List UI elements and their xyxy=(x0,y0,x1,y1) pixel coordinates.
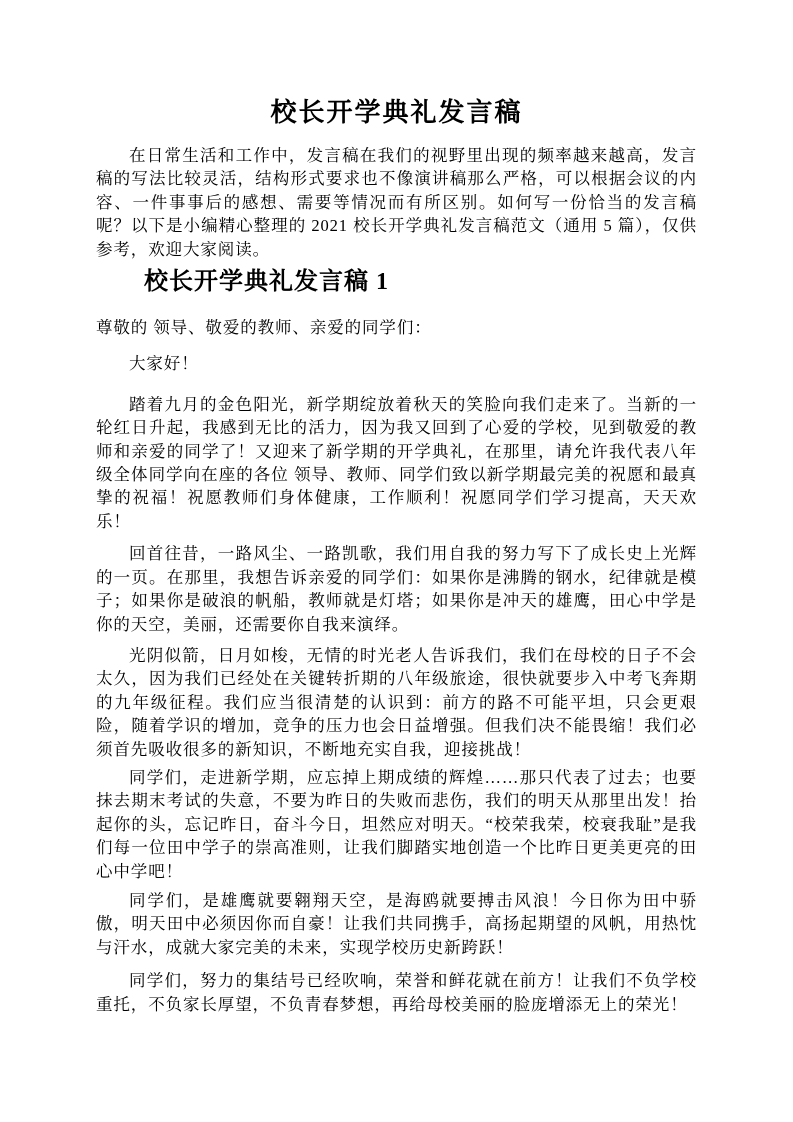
body-paragraph: 同学们，走进新学期，应忘掉上期成绩的辉煌……那只代表了过去；也要抹去期末考试的失意，不要为昨日的失败而悲伤，我们的明天从那里出发！抬起你的头，忘记昨日，奋斗今日，坦然应对明天。“校荣我荣，校衰我耻”是我们每一位田中学子的崇高准则，让我们脚踏实地创造一个比昨日更美更亮的田心中学吧！ xyxy=(96,767,697,881)
body-paragraph: 回首往昔，一路风尘、一路凯歌，我们用自我的努力写下了成长史上光辉的一页。在那里，我想告诉亲爱的同学们：如果你是沸腾的钢水，纪律就是模子；如果你是破浪的帆船，教师就是灯塔；如果你是冲天的雄鹰，田心中学是你的天空，美丽，还需要你自我来演绎。 xyxy=(96,544,697,634)
intro-paragraph: 在日常生活和工作中，发言稿在我们的视野里出现的频率越来越高，发言稿的写法比较灵活，结构形式要求也不像演讲稿那么严格，可以根据会议的内容、一件事事后的感想、需要等情况而有所区别。如何写一份恰当的发言稿呢？以下是小编精心整理的 2021 校长开学典礼发言稿范文（通用 5 篇），仅供参考，欢迎大家阅读。 xyxy=(96,146,697,259)
greeting-line: 大家好！ xyxy=(129,354,199,374)
section-heading: 校长开学典礼发言稿 1 xyxy=(144,269,389,296)
body-paragraph: 同学们，是雄鹰就要翱翔天空，是海鸥就要搏击风浪！今日你为田中骄傲，明天田中必须因你而自豪！让我们共同携手，高扬起期望的风帆，用热忱与汗水，成就大家完美的未来，实现学校历史新跨跃！ xyxy=(96,890,697,957)
body-paragraph: 同学们，努力的集结号已经吹响，荣誉和鲜花就在前方！让我们不负学校重托，不负家长厚望，不负青春梦想，再给母校美丽的脸庞增添无上的荣光！ xyxy=(96,971,697,1014)
body-paragraph: 踏着九月的金色阳光，新学期绽放着秋天的笑脸向我们走来了。当新的一轮红日升起，我感到无比的活力，因为我又回到了心爱的学校，见到敬爱的教师和亲爱的同学了！又迎来了新学期的开学典礼，在那里，请允许我代表八年级全体同学向在座的各位 领导、教师、同学们致以新学期最完美的祝愿和最真挚的祝福！祝愿教师们身体健康，工作顺利！祝愿同学们学习提高，天天欢乐！ xyxy=(96,394,697,531)
document-title: 校长开学典礼发言稿 xyxy=(270,98,523,127)
salutation-line: 尊敬的 领导、敬爱的教师、亲爱的同学们： xyxy=(96,318,432,338)
body-paragraph: 光阴似箭，日月如梭，无情的时光老人告诉我们，我们在母校的日子不会太久，因为我们已经处在关键转折期的八年级旅途，很快就要步入中考飞奔期的九年级征程。我们应当很清楚的认识到：前方的路不可能平坦，只会更艰险，随着学识的增加，竞争的压力也会日益增强。但我们决不能畏缩！我们必须首先吸收很多的新知识，不断地充实自我，迎接挑战！ xyxy=(96,645,697,759)
